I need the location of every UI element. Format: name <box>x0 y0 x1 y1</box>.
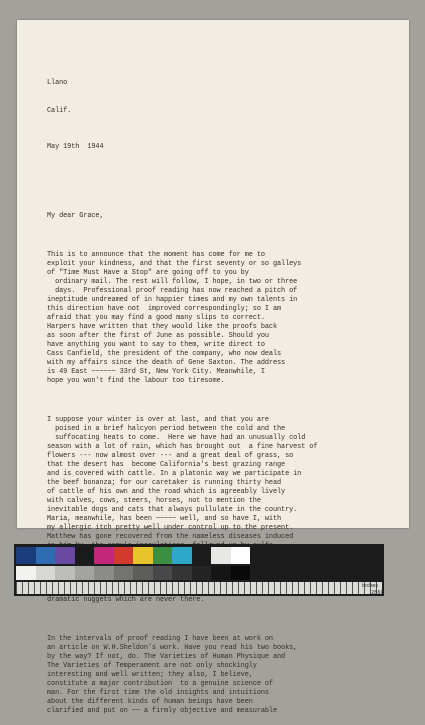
color-patch <box>94 547 114 564</box>
gray-patch <box>133 566 153 580</box>
letter-line: Harpers have written that they would like the proofs back <box>47 322 277 331</box>
paragraph-3 <box>47 635 397 716</box>
letter-line: hope you won't find the labour too tiresome. <box>47 376 225 385</box>
letter-line: man. For the first time the old insights and intuitions <box>47 688 269 697</box>
gray-patch <box>16 566 36 580</box>
color-patch <box>114 547 134 564</box>
letter-line: inevitable dogs and cats that always pullulate in the country. <box>47 505 298 514</box>
gray-patch <box>55 566 75 580</box>
greeting: My dear Grace, <box>47 211 104 220</box>
gray-patch <box>172 566 192 580</box>
color-calibration-strip <box>14 544 384 596</box>
letter-line: season with a lot of rain, which has brought out a fine harvest of <box>47 442 318 451</box>
letter-line: that the desert has become California's best grazing range <box>47 460 286 469</box>
place-line: Calif. <box>47 106 72 115</box>
color-patch <box>211 547 231 564</box>
letter-line: This is to announce that the moment has come for me to <box>47 250 265 259</box>
date-block <box>47 61 397 171</box>
letter-line: ordinary mail. The rest will follow, I hope, in two or three <box>47 277 298 286</box>
letter-line: dramatic nuggets which are never there. <box>47 595 205 604</box>
color-patch <box>231 547 251 564</box>
letter-line: as soon after the first of June as possible. Should you <box>47 331 269 340</box>
letter-line: Matthew has gone recovered from the nameless diseases induced <box>47 532 294 541</box>
letter-line: exploit your kindness, and that the first seventy or so galleys <box>47 259 302 268</box>
letter-line: and is covered with cattle. In a platonic way we participate in <box>47 469 302 478</box>
color-patch <box>153 547 173 564</box>
letter-line: my allergic itch pretty well under control up to the present. <box>47 523 294 532</box>
color-patch <box>55 547 75 564</box>
gray-patch <box>75 566 95 580</box>
color-patch <box>16 547 36 564</box>
letter-line: ineptitude undreamed of in happier times and my own talents in <box>47 295 298 304</box>
letter-line: clarified and put on ~~ a firmly objective and measurable <box>47 706 277 715</box>
letter-line: The Varieties of Temperament are not only shockingly <box>47 661 257 670</box>
letter-line: afraid that you may find a good many slips to correct. <box>47 313 265 322</box>
color-patch <box>172 547 192 564</box>
letter-line: with calves, cows, steers, horses, not to mention the <box>47 496 261 505</box>
letter-line: constitute a major contribution to a genuine science of <box>47 679 273 688</box>
color-patch <box>192 547 212 564</box>
letter-line: flowers --- now almost over --- and a great deal of grass, so <box>47 451 294 460</box>
gray-patch <box>192 566 212 580</box>
gray-patch <box>153 566 173 580</box>
color-patch <box>133 547 153 564</box>
letter-line: In the intervals of proof reading I have been at work on <box>47 634 273 643</box>
letter-line: the beef bonanza; for our caretaker is running thirty head <box>47 478 282 487</box>
color-patch-row <box>16 547 250 564</box>
letter-line: days. Professional proof reading has now reached a pitch of <box>47 286 298 295</box>
letter-line: by the way? If not, do. The Varieties of Human Physique and <box>47 652 286 661</box>
letter-line: Cass Canfield, the president of the company, who now deals <box>47 349 282 358</box>
letter-line: have anything you want to say to them, write direct to <box>47 340 265 349</box>
letter-line: I suppose your winter is over at last, and that you are <box>47 415 269 424</box>
paragraph-1 <box>47 251 397 386</box>
gray-patch <box>36 566 56 580</box>
measurement-ruler <box>16 582 382 594</box>
gray-patch <box>94 566 114 580</box>
letter-date: May 19th 1944 <box>47 143 104 151</box>
gray-patch <box>231 566 251 580</box>
gray-patch <box>114 566 134 580</box>
letter-line: poised in a brief halcyon period between the cold and the <box>47 424 286 433</box>
letter-line: Maria, meanwhile, has been ~~~~~ well, and so have I, with <box>47 514 282 523</box>
place-line: Llano <box>47 79 68 87</box>
letter-line: an article on W.H.Sheldon's work. Have you read his two books, <box>47 643 298 652</box>
letter-line: suffocating heats to come. Here we have had an unusually cold <box>47 433 306 442</box>
letter-text <box>47 43 397 725</box>
letter-line: of "Time Must Have a Stop" are going off to you by <box>47 268 249 277</box>
strip-number: 2860 <box>371 590 384 596</box>
letter-line: is 49 East ~~~~~~ 33rd St, New York City. Meanwhile, I <box>47 367 265 376</box>
color-patch <box>75 547 95 564</box>
ruler-label: inches <box>361 583 378 589</box>
letter-line: with my affairs since the death of Gene Saxton. The address <box>47 358 286 367</box>
letter-line: of cattle of his own and the road which is agreeably lively <box>47 487 286 496</box>
letter-line: about the different kinds of human beings have been <box>47 697 253 706</box>
letter-line: interesting and well written; they also, I believe, <box>47 670 253 679</box>
color-patch <box>36 547 56 564</box>
letter-line: this direction have not improved correspondingly; so I am <box>47 304 282 313</box>
gray-patch <box>211 566 231 580</box>
grayscale-patch-row <box>16 566 250 580</box>
